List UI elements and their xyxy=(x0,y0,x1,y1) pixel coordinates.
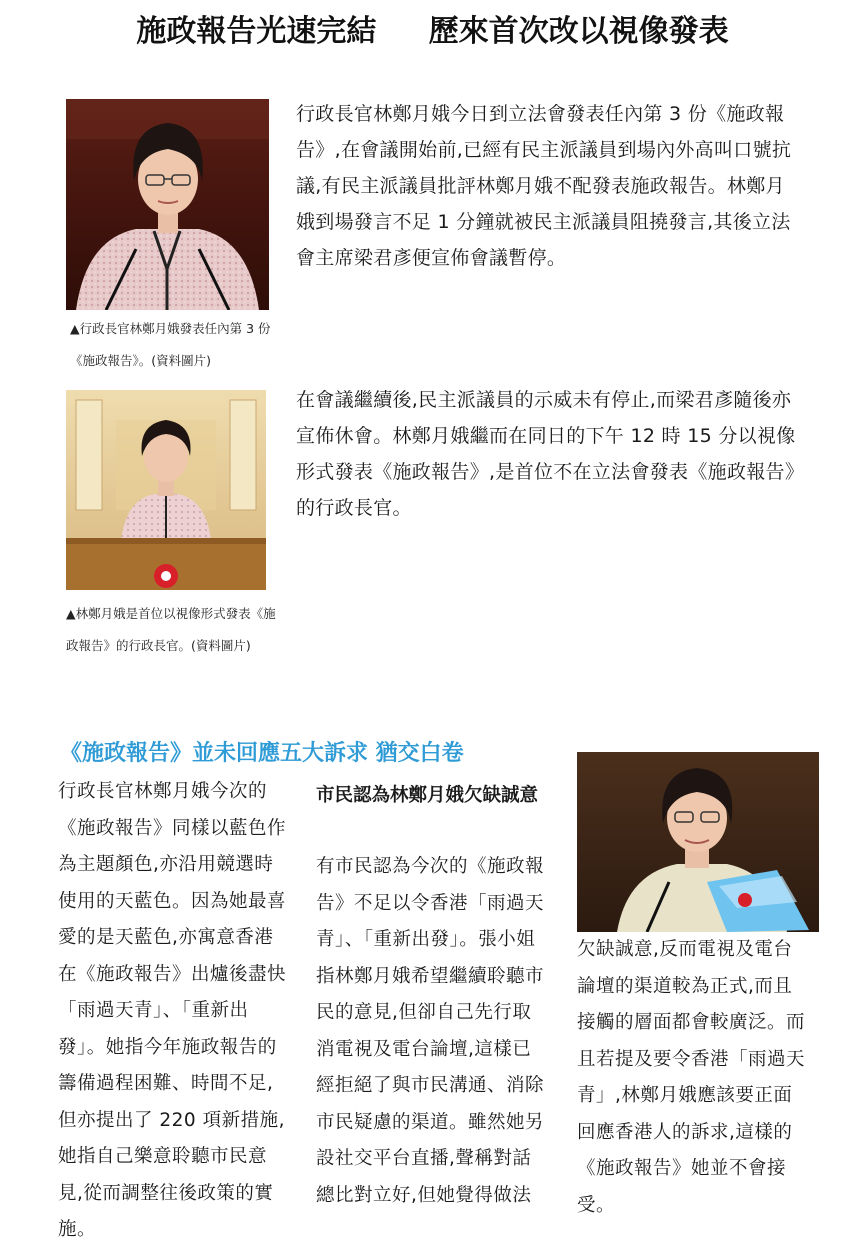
column-2-heading: 市民認為林鄭月娥欠缺誠意 xyxy=(316,785,539,806)
section-subheading: 《施政報告》並未回應五大訴求 猶交白卷 xyxy=(60,741,464,766)
photo-video-address xyxy=(66,390,266,590)
column-1-text: 行政長官林鄭月娥今次的《施政報告》同樣以藍色作為主題顏色,亦沿用競選時使用的天藍色。因為她最喜愛的是天藍色,亦寓意香港在《施政報告》出爐後盡快「雨過天青」、「重新出發」。她指今年施政報告的籌備過程困難、時間不足,但亦提出了 220 項新措施,她指自己樂意聆聽市民意見,從而調整往後政策的實施。 xyxy=(58,781,287,1240)
photo-press-conference xyxy=(577,752,819,932)
photo-caption-legco: ▲行政長官林鄭月娥發表任內第 3 份《施政報告》。(資料圖片) xyxy=(70,321,271,368)
photo-legco-speech xyxy=(66,99,269,310)
article-headline: 施政報告光速完結 歷來首次改以視像發表 xyxy=(136,14,729,49)
column-3-text: 欠缺誠意,反而電視及電台論壇的渠道較為正式,而且接觸的層面都會較廣泛。而且若提及要令香港「雨過天青」,林鄭月娥應該要正面回應香港人的訴求,這樣的《施政報告》她並不會接受。 xyxy=(577,939,806,1216)
paragraph-video-address: 在會議繼續後,民主派議員的示威未有停止,而梁君彥隨後亦宣佈休會。林鄭月娥繼而在同日的下午 12 時 15 分以視像形式發表《施政報告》,是首位不在立法會發表《施政報告》的行政長官。 xyxy=(296,389,796,519)
column-2-text: 有市民認為今次的《施政報告》不足以令香港「雨過天青」、「重新出發」。張小姐指林鄭月娥希望繼續聆聽市民的意見,但卻自己先行取消電視及電台論壇,這樣已經拒絕了與市民溝通、消除市民疑慮的渠道。雖然她另設社交平台直播,聲稱對話總比對立好,但她覺得做法 xyxy=(316,856,545,1206)
paragraph-legco-protest: 行政長官林鄭月娥今日到立法會發表任內第 3 份《施政報告》,在會議開始前,已經有民主派議員到場內外高叫口號抗議,有民主派議員批評林鄭月娥不配發表施政報告。林鄭月娥到場發言不足 1 分鐘就被民主派議員阻撓發言,其後立法會主席梁君彥便宣佈會議暫停。 xyxy=(296,103,792,269)
photo-caption-video: ▲林鄭月娥是首位以視像形式發表《施政報告》的行政長官。(資料圖片) xyxy=(66,606,276,653)
